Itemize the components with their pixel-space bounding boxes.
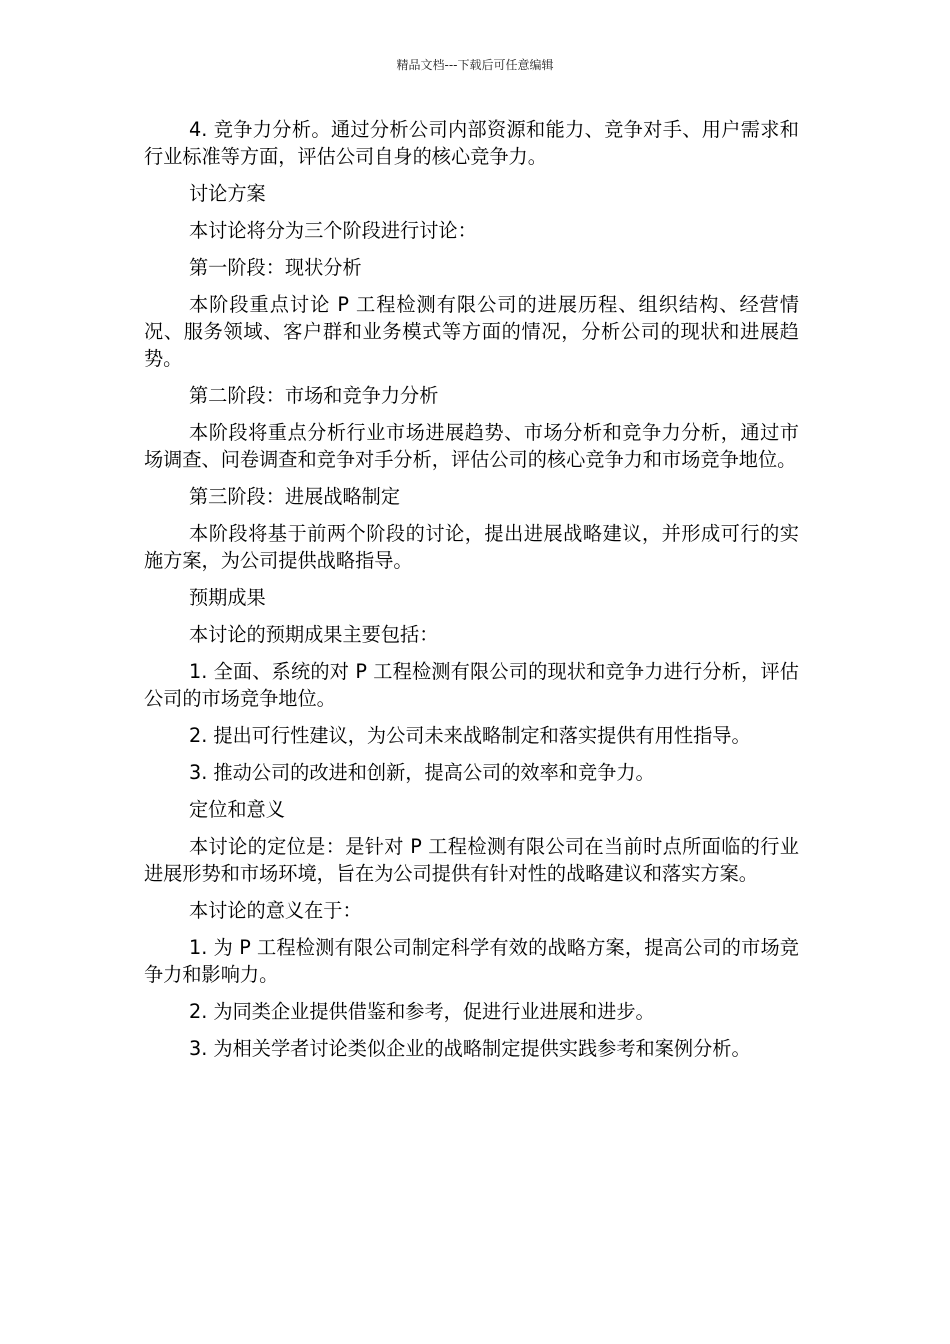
heading-discussion-plan: 讨论方案 <box>189 182 266 205</box>
document-body <box>144 116 799 1072</box>
list-item-significance-1: 1. 为 P 工程检测有限公司制定科学有效的战略方案，提高公司的市场竞争力和影响力。 <box>144 936 799 986</box>
list-item-significance-2: 2. 为同类企业提供借鉴和参考，促进行业进展和进步。 <box>189 1000 655 1023</box>
heading-stage-three: 第三阶段：进展战略制定 <box>189 485 401 508</box>
heading-expected-results: 预期成果 <box>189 586 266 609</box>
paragraph-stage-two: 本阶段将重点分析行业市场进展趋势、市场分析和竞争力分析，通过市场调查、问卷调查和竞争对手分析，评估公司的核心竞争力和市场竞争地位。 <box>144 421 799 471</box>
paragraph-significance-intro: 本讨论的意义在于： <box>189 899 362 922</box>
heading-positioning-significance: 定位和意义 <box>189 798 285 821</box>
paragraph-stage-one: 本阶段重点讨论 P 工程检测有限公司的进展历程、组织结构、经营情况、服务领域、客户群和业务模式等方面的情况，分析公司的现状和进展趋势。 <box>144 293 799 370</box>
list-item-significance-3: 3. 为相关学者讨论类似企业的战略制定提供实践参考和案例分析。 <box>189 1037 751 1060</box>
page-header: 精品文档---下载后可任意编辑 <box>396 58 554 72</box>
paragraph-three-stages-intro: 本讨论将分为三个阶段进行讨论： <box>189 219 477 242</box>
paragraph-stage-three: 本阶段将基于前两个阶段的讨论，提出进展战略建议，并形成可行的实施方案，为公司提供战略指导。 <box>144 522 799 572</box>
paragraph-positioning: 本讨论的定位是：是针对 P 工程检测有限公司在当前时点所面临的行业进展形势和市场环境，旨在为公司提供有针对性的战略建议和落实方案。 <box>144 835 799 885</box>
paragraph-expected-results-intro: 本讨论的预期成果主要包括： <box>189 623 439 646</box>
list-item-result-1: 1. 全面、系统的对 P 工程检测有限公司的现状和竞争力进行分析，评估公司的市场竞争地位。 <box>144 660 799 710</box>
heading-stage-two: 第二阶段：市场和竞争力分析 <box>189 384 439 407</box>
paragraph-competitiveness-analysis: 4. 竞争力分析。通过分析公司内部资源和能力、竞争对手、用户需求和行业标准等方面，评估公司自身的核心竞争力。 <box>144 118 799 168</box>
list-item-result-3: 3. 推动公司的改进和创新，提高公司的效率和竞争力。 <box>189 761 655 784</box>
heading-stage-one: 第一阶段：现状分析 <box>189 256 362 279</box>
list-item-result-2: 2. 提出可行性建议，为公司未来战略制定和落实提供有用性指导。 <box>189 724 751 747</box>
